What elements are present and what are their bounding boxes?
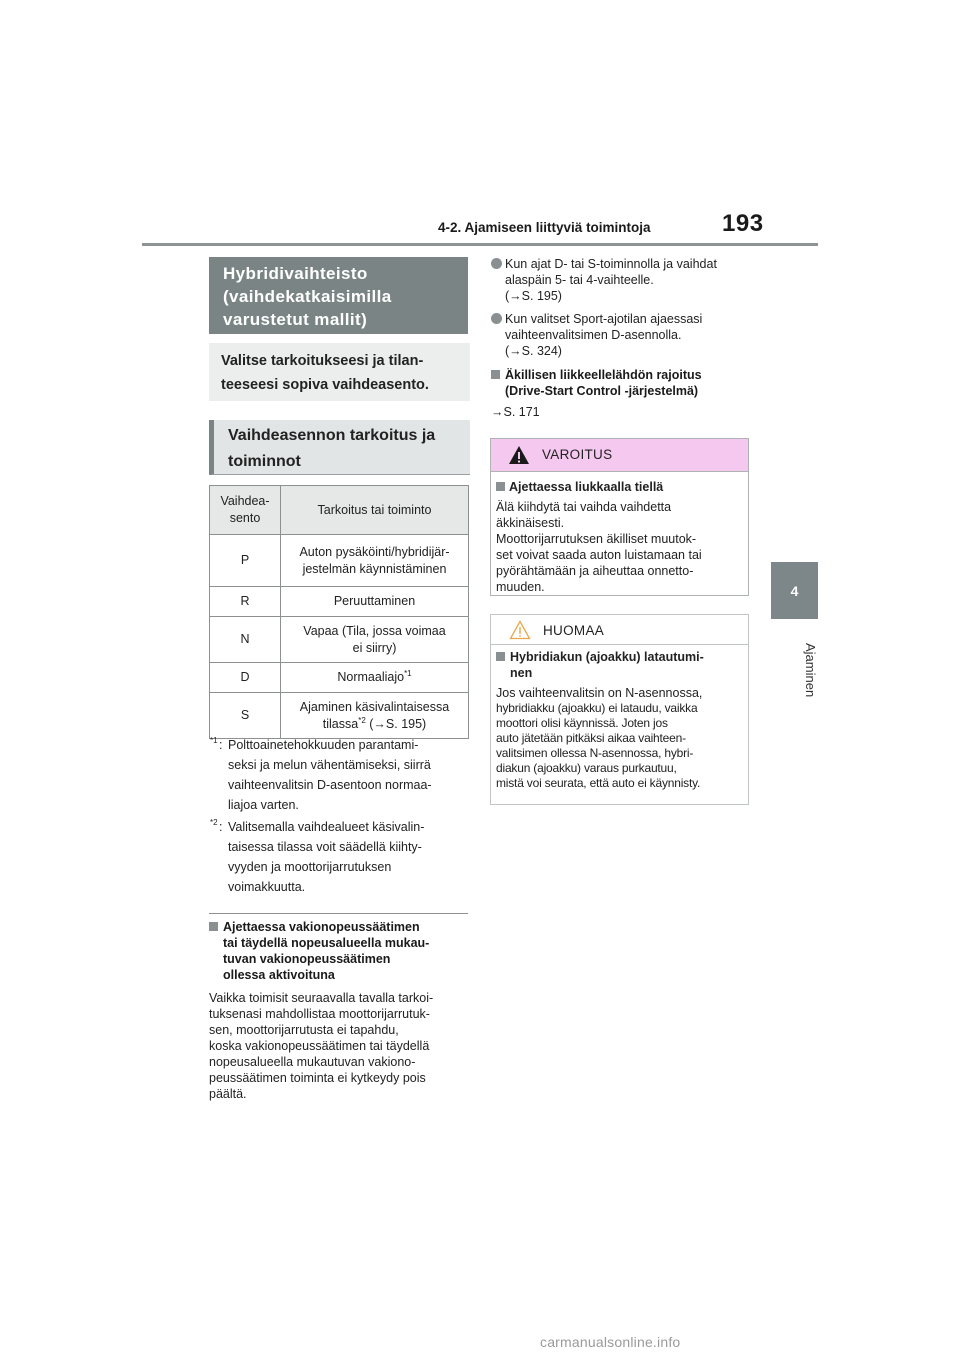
- table-row: [210, 663, 469, 693]
- notice-body: Hybridiakun (ajoakku) latautumi- nen Jos vaihteenvalitsin on N-asennossa, hybridiakku (ajoakku) ei lataudu, vaikka moottori olisi käynnissä. Joten jos auto jätetään pitkäksi aikaa vaihteen- valitsimen ollessa N-asennossa, hybri- diakun (ajoakku) varaus purkautuu, mistä voi seurata, että auto ei käynnisty.: [496, 649, 743, 791]
- intro-box: [209, 343, 470, 401]
- bullet-item: Kun valitset Sport-ajotilan ajaessasi vaihteenvalitsimen D-asennolla. (→S. 324): [491, 311, 753, 359]
- square-bullet-icon: [496, 652, 505, 661]
- shift-position-table: [209, 485, 469, 739]
- subsection-title: Ajettaessa vakionopeussäätimen tai täydellä nopeusalueella mukau- tuvan vakionopeussäätimen ollessa aktivoituna: [209, 919, 471, 983]
- table-row: [210, 693, 469, 739]
- table-cell-description: Peruuttaminen: [281, 587, 469, 617]
- table-cell-position: N: [210, 617, 281, 663]
- subsection-heading-line: Vaihdeasennon tarkoitus ja: [228, 427, 436, 444]
- table-cell-position: D: [210, 663, 281, 693]
- bullet-item: Kun ajat D- tai S-toiminnolla ja vaihdat alaspäin 5- tai 4-vaihteelle. (→S. 195): [491, 256, 753, 304]
- table-header-cell: Vaihdea- sento: [210, 486, 281, 535]
- table-cell-description: Auton pysäköinti/hybridijär- jestelmän käynnistäminen: [281, 535, 469, 587]
- subsection-title: Äkillisen liikkeellelähdön rajoitus (Drive-Start Control -järjestelmä): [491, 367, 753, 399]
- warning-header: [491, 439, 748, 472]
- intro-line: Valitse tarkoitukseesi ja tilan-: [221, 353, 424, 369]
- table-row: [210, 587, 469, 617]
- notice-header: [491, 615, 748, 645]
- footnote-ref: *2: [358, 715, 366, 725]
- round-bullet-icon: [491, 258, 502, 269]
- subsection-rule: [209, 913, 468, 914]
- subsection-heading: [209, 420, 470, 475]
- section-heading-line: varustetut mallit): [223, 310, 368, 329]
- square-bullet-icon: [209, 922, 218, 931]
- notice-title: HUOMAA: [543, 623, 605, 638]
- square-bullet-icon: [496, 482, 505, 491]
- page-number: 193: [722, 210, 764, 237]
- round-bullet-icon: [491, 313, 502, 324]
- section-heading: [209, 257, 468, 334]
- warning-body: Ajettaessa liukkaalla tiellä Älä kiihdytä tai vaihda vaihdetta äkkinäisesti. Moottorijarrutuksen äkilliset muutok- set voivat saada auton luistamaan tai pyörähtämään ja aiheuttaa onnetto- muuden.: [496, 479, 741, 595]
- table-row: [210, 535, 469, 587]
- section-heading-line: Hybridivaihteisto: [223, 264, 368, 283]
- table-row: [210, 617, 469, 663]
- table-cell-description: Ajaminen käsivalintaisessa tilassa$^{*2}$ (→S. 195): [281, 693, 469, 739]
- warning-title: VAROITUS: [542, 447, 613, 462]
- chapter-label: Ajaminen: [803, 642, 818, 698]
- warning-triangle-icon: [508, 445, 530, 465]
- footnote: *2 : Valitsemalla vaihdealueet käsivalin- taisessa tilassa voit säädellä kiihty- vyyden ja moottorijarrutuksen voimakkuutta.: [210, 818, 425, 894]
- footnote: *1 : Polttoainetehokkuuden parantami- seksi ja melun vähentämiseksi, siirrä vaihteenvalitsin D-asentoon normaa- liajoa varten.: [210, 736, 432, 812]
- table-cell-position: R: [210, 587, 281, 617]
- table-cell-description: Normaaliajo$^{*1}$: [281, 663, 469, 693]
- table-header-cell: Tarkoitus tai toiminto: [281, 486, 469, 535]
- footnote-ref: *1: [404, 668, 412, 678]
- subsection-body: Vaikka toimisit seuraavalla tavalla tarkoi- tuksenasi mahdollistaa moottorijarrutuk- sen, moottorijarrutusta ei tapahdu, koska vakionopeussäätimen tai täydellä nopeusalueella mukautuvan vakiono- peussäätimen toiminta ei kytkeydy pois päältä.: [209, 991, 434, 1101]
- page-reference: →S. 171: [491, 405, 540, 419]
- table-header-row: [210, 486, 469, 535]
- caution-triangle-icon: [509, 620, 531, 640]
- warning-box: [490, 438, 749, 596]
- subsection-heading-line: toiminnot: [228, 453, 301, 470]
- header-rule: [142, 243, 818, 246]
- watermark: carmanualsonline.info: [540, 1334, 681, 1350]
- square-bullet-icon: [491, 370, 500, 379]
- chapter-tab: 4: [771, 562, 818, 619]
- table-cell-description: Vapaa (Tila, jossa voimaa ei siirry): [281, 617, 469, 663]
- warning-subtitle: Ajettaessa liukkaalla tiellä: [496, 479, 741, 495]
- table-cell-position: S: [210, 693, 281, 739]
- notice-box: [490, 614, 749, 805]
- section-title: 4-2. Ajamiseen liittyviä toimintoja: [438, 220, 651, 235]
- notice-subtitle: Hybridiakun (ajoakku) latautumi- nen: [496, 649, 743, 681]
- table-cell-position: P: [210, 535, 281, 587]
- section-heading-line: (vaihdekatkaisimilla: [223, 287, 392, 306]
- intro-line: teeseesi sopiva vaihdeasento.: [221, 377, 429, 393]
